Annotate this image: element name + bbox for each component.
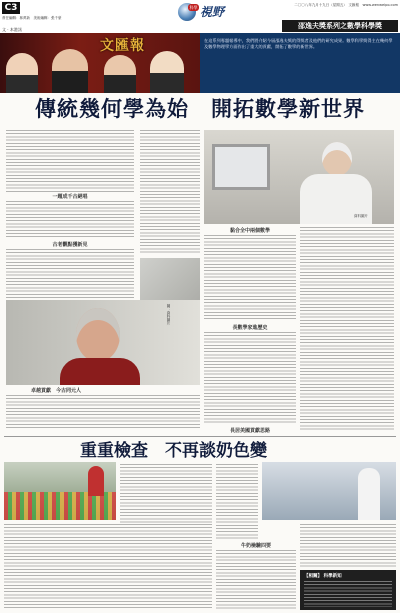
main-headline: 傳統幾何學為始 開拓數學新世界	[35, 96, 365, 121]
shopper-figure	[88, 466, 104, 496]
subhead-milk: 牛奶檢驗四要	[240, 543, 271, 549]
article-text	[6, 249, 134, 299]
section-logo: 視野	[200, 5, 225, 19]
subhead-2: 古老觀點獲新見	[52, 242, 88, 248]
page-code-badge: C3	[2, 2, 20, 14]
portrait-face	[76, 308, 120, 362]
editor-credits: 責任編輯：林萬新 美術編輯：張千豪	[2, 16, 62, 20]
date-line: 二〇〇八年九月十九日（星期五） 文匯報 www.wenweipo.com	[294, 3, 398, 7]
banner-photo	[0, 33, 200, 93]
second-headline: 重重檢查 不再談奶色變	[80, 441, 267, 461]
scientist-figure-4	[150, 51, 184, 93]
article-text	[120, 464, 212, 524]
article-text	[300, 524, 396, 568]
scientist-head	[322, 142, 352, 176]
article-text	[204, 235, 296, 321]
scientist-figure-3	[104, 55, 136, 93]
article-text	[300, 227, 394, 432]
scientist-figure-1	[6, 53, 38, 93]
info-box-text	[304, 581, 392, 607]
byline: 文 · 本港訊	[2, 27, 22, 32]
computer-monitor	[212, 144, 270, 190]
article-text	[4, 524, 212, 610]
portrait-photo-large	[6, 300, 200, 385]
lab-photo	[204, 130, 394, 224]
subhead-4: 長數學家進歷史	[232, 325, 268, 331]
article-text	[6, 130, 134, 192]
shelf-produce	[4, 492, 116, 520]
article-text	[204, 332, 296, 424]
technician-figure	[358, 468, 380, 520]
divider	[4, 436, 396, 437]
article-text	[140, 130, 200, 255]
lab-caption: 資料圖片	[354, 214, 368, 218]
subhead-1: 一題成千古絕唱	[52, 194, 88, 200]
article-text	[6, 201, 134, 239]
article-text	[6, 395, 200, 430]
portrait-caption: 圖：資料圖片	[167, 304, 171, 325]
portrait-shirt	[60, 358, 140, 385]
info-box	[300, 570, 396, 610]
masthead-logo: 文匯報	[100, 38, 145, 54]
subhead-6: 長居美國貢獻思路	[229, 428, 270, 434]
series-banner: 邵逸夫獎系列之數學科學獎	[282, 20, 398, 32]
info-box-title: 【相關】 科學新知	[304, 574, 342, 579]
article-text	[216, 464, 258, 540]
intro-text: 在這系列專題報導中，我們將介紹今屆邵逸夫獎的得獎者及他們的研究成果。數學科學獎得主在幾何學及數學物理學方面作出了重大的貢獻，開拓了數學的新世界。	[204, 38, 393, 50]
intro-box	[200, 33, 400, 93]
supermarket-photo	[4, 462, 116, 520]
scientist-figure-2	[52, 49, 88, 93]
page-header	[0, 0, 400, 34]
milk-lab-photo	[262, 462, 396, 520]
article-text	[216, 550, 296, 610]
subhead-5: 卓越貢獻 今古同元人	[30, 388, 81, 394]
section-tag: 科學	[189, 5, 198, 10]
subhead-3: 黏合全中兩個數學	[229, 228, 270, 234]
